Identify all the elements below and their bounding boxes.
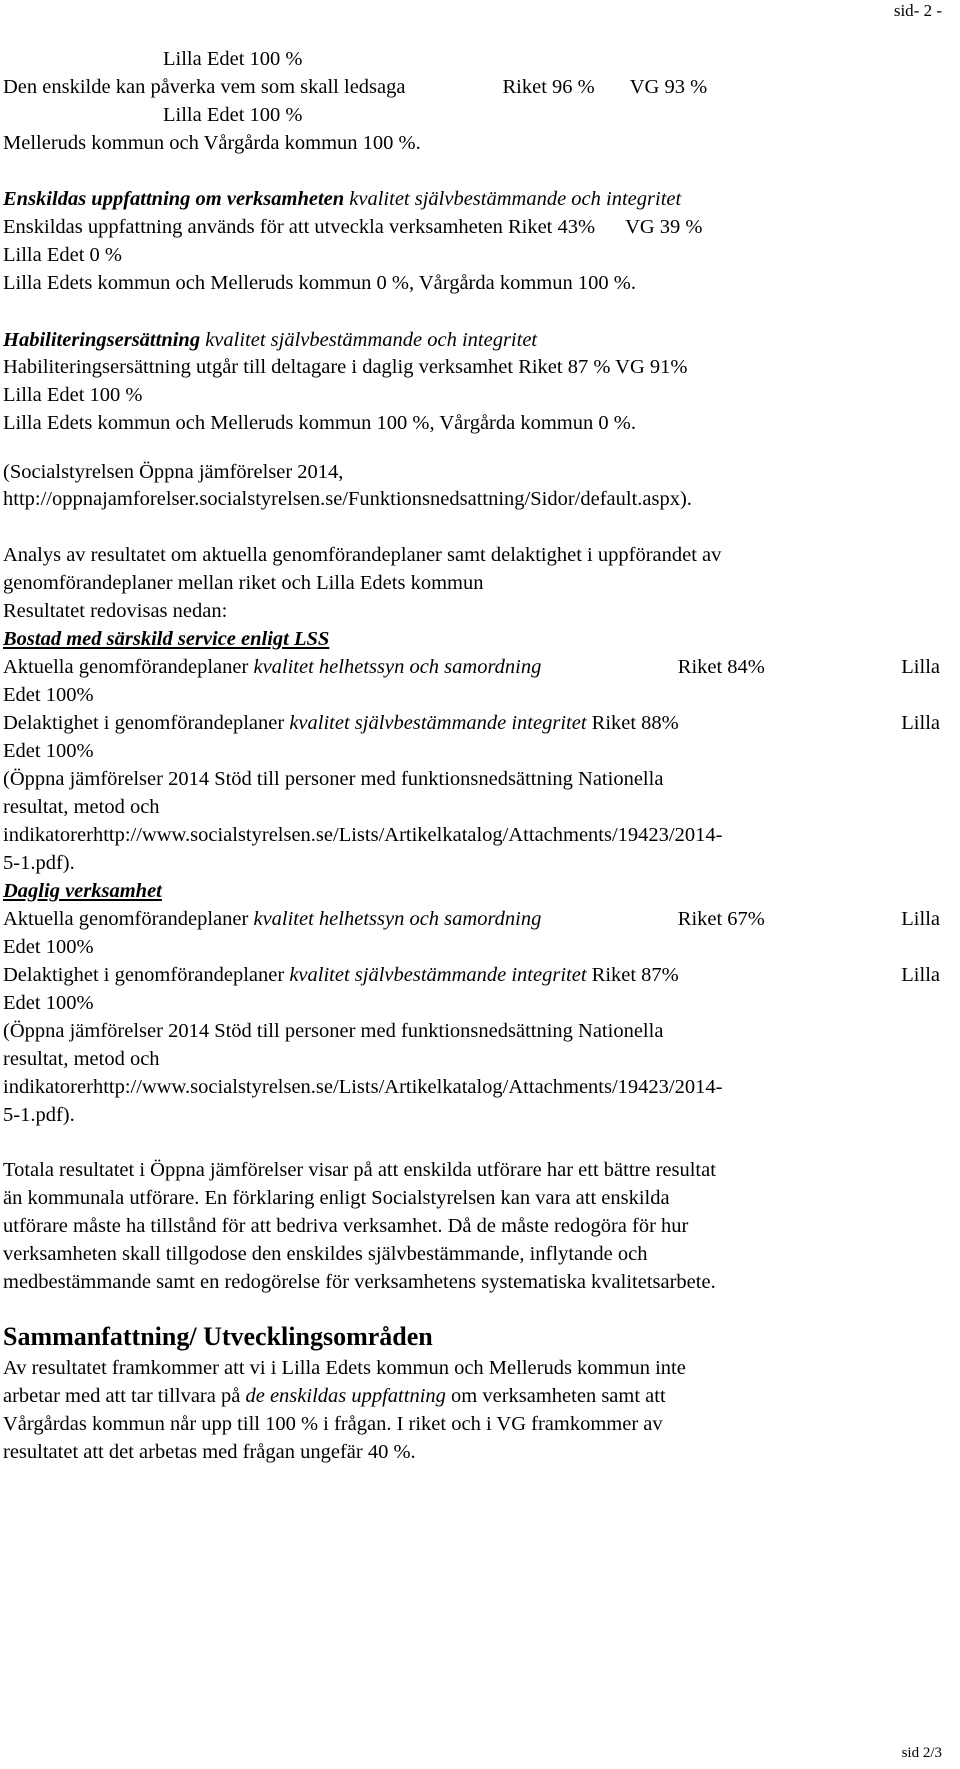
section-heading [3, 325, 537, 355]
text-line: genomförandeplaner mellan riket och Lilla Edets kommun [3, 572, 484, 594]
text-span: Lilla [901, 964, 940, 986]
text-line: Edet 100% [3, 684, 94, 706]
riket-value: Riket 88% [586, 712, 679, 734]
emphasis-text: de enskildas uppfattning [245, 1385, 446, 1407]
text-span: Enskildas uppfattning används för att utveckla verksamheten Riket 43% [3, 216, 596, 238]
text-span: Den enskilde kan påverka vem som skall ledsaga [3, 76, 406, 98]
result-row [3, 904, 940, 934]
text-span: arbetar med att tar tillvara på [3, 1385, 246, 1407]
text-line: utförare måste ha tillstånd för att bedriva verksamhet. Då de måste redogöra för hur [3, 1215, 689, 1237]
text-line: Lilla Edets kommun och Melleruds kommun 0 %, Vårgårda kommun 100 %. [3, 272, 636, 294]
text-line: resultatet att det arbetas med frågan ungefär 40 %. [3, 1441, 416, 1463]
source-link[interactable]: indikatorerhttp://www.socialstyrelsen.se/Lists/Artikelkatalog/Attachments/19423/2014- [3, 824, 723, 846]
summary-heading: Sammanfattning/ Utvecklingsområden [3, 1322, 433, 1351]
text-line: verksamheten skall tillgodose den enskildes självbestämmande, inflytande och [3, 1243, 648, 1265]
page-number-footer: sid 2/3 [901, 1745, 942, 1761]
heading-bold: Habiliteringsersättning [3, 329, 201, 351]
text-span: Delaktighet i genomförandeplaner [3, 712, 290, 734]
text-line: Lilla Edet 0 % [3, 244, 122, 266]
text-line: Habiliteringsersättning utgår till deltagare i daglig verksamhet Riket 87 % VG 91% [3, 356, 688, 378]
result-row [3, 960, 940, 990]
text-line: Lilla Edet 100 % [163, 104, 303, 126]
text-line [3, 72, 707, 102]
heading-italic: kvalitet självbestämmande och integritet [344, 188, 682, 210]
heading-italic: kvalitet självbestämmande och integritet [200, 329, 538, 351]
text-line: Resultatet redovisas nedan: [3, 600, 228, 622]
text-span: om verksamheten samt att [445, 1385, 666, 1407]
text-span: Lilla [901, 656, 940, 678]
text-line: Vårgårdas kommun når upp till 100 % i frågan. I riket och i VG framkommer av [3, 1413, 663, 1435]
text-line: 5-1.pdf). [3, 852, 75, 874]
subsection-heading: Daglig verksamhet [3, 880, 162, 902]
text-line: 5-1.pdf). [3, 1104, 75, 1126]
text-line [3, 1381, 666, 1411]
vg-value: VG 39 % [625, 216, 703, 238]
text-line: resultat, metod och [3, 1048, 160, 1070]
text-span: Aktuella genomförandeplaner [3, 656, 254, 678]
text-line: Melleruds kommun och Vårgårda kommun 100 %. [3, 132, 421, 154]
text-line: resultat, metod och [3, 796, 160, 818]
text-line: (Socialstyrelsen Öppna jämförelser 2014, [3, 461, 344, 483]
result-row [3, 708, 940, 738]
text-line: Lilla Edet 100 % [3, 384, 143, 406]
text-line: medbestämmande samt en redogörelse för verksamhetens systematiska kvalitetsarbete. [3, 1271, 716, 1293]
riket-value: Riket 96 % [502, 76, 595, 98]
section-heading [3, 184, 681, 214]
text-span: Lilla [901, 908, 940, 930]
page-number-header: sid- 2 - [893, 1, 942, 20]
quality-label: kvalitet helhetssyn och samordning [253, 656, 542, 678]
text-line: Av resultatet framkommer att vi i Lilla Edets kommun och Melleruds kommun inte [3, 1357, 686, 1379]
text-span: Lilla [901, 712, 940, 734]
riket-value: Riket 84% [677, 656, 765, 678]
text-line: Lilla Edets kommun och Melleruds kommun 100 %, Vårgårda kommun 0 %. [3, 412, 636, 434]
quality-label: kvalitet självbestämmande integritet [289, 712, 587, 734]
text-span: Delaktighet i genomförandeplaner [3, 964, 290, 986]
text-line: Analys av resultatet om aktuella genomförandeplaner samt delaktighet i uppförandet av [3, 544, 722, 566]
text-line [3, 212, 703, 242]
text-line: Edet 100% [3, 936, 94, 958]
text-line: (Öppna jämförelser 2014 Stöd till personer med funktionsnedsättning Nationella [3, 768, 664, 790]
source-link[interactable]: indikatorerhttp://www.socialstyrelsen.se/Lists/Artikelkatalog/Attachments/19423/2014- [3, 1076, 723, 1098]
result-row [3, 652, 940, 682]
subsection-heading: Bostad med särskild service enligt LSS [3, 628, 330, 650]
text-span: Aktuella genomförandeplaner [3, 908, 254, 930]
heading-bold: Enskildas uppfattning om verksamheten [3, 188, 345, 210]
vg-value: VG 93 % [629, 76, 708, 98]
text-line: Totala resultatet i Öppna jämförelser visar på att enskilda utförare har ett bättre resultat [3, 1159, 716, 1181]
source-link[interactable]: http://oppnajamforelser.socialstyrelsen.se/Funktionsnedsattning/Sidor/default.aspx). [3, 488, 692, 510]
text-line: Lilla Edet 100 % [163, 48, 303, 70]
text-line: Edet 100% [3, 740, 94, 762]
quality-label: kvalitet helhetssyn och samordning [253, 908, 542, 930]
text-line: än kommunala utförare. En förklaring enligt Socialstyrelsen kan vara att enskilda [3, 1187, 670, 1209]
riket-value: Riket 87% [586, 964, 679, 986]
quality-label: kvalitet självbestämmande integritet [289, 964, 587, 986]
text-line: Edet 100% [3, 992, 94, 1014]
text-line: (Öppna jämförelser 2014 Stöd till personer med funktionsnedsättning Nationella [3, 1020, 664, 1042]
riket-value: Riket 67% [677, 908, 765, 930]
